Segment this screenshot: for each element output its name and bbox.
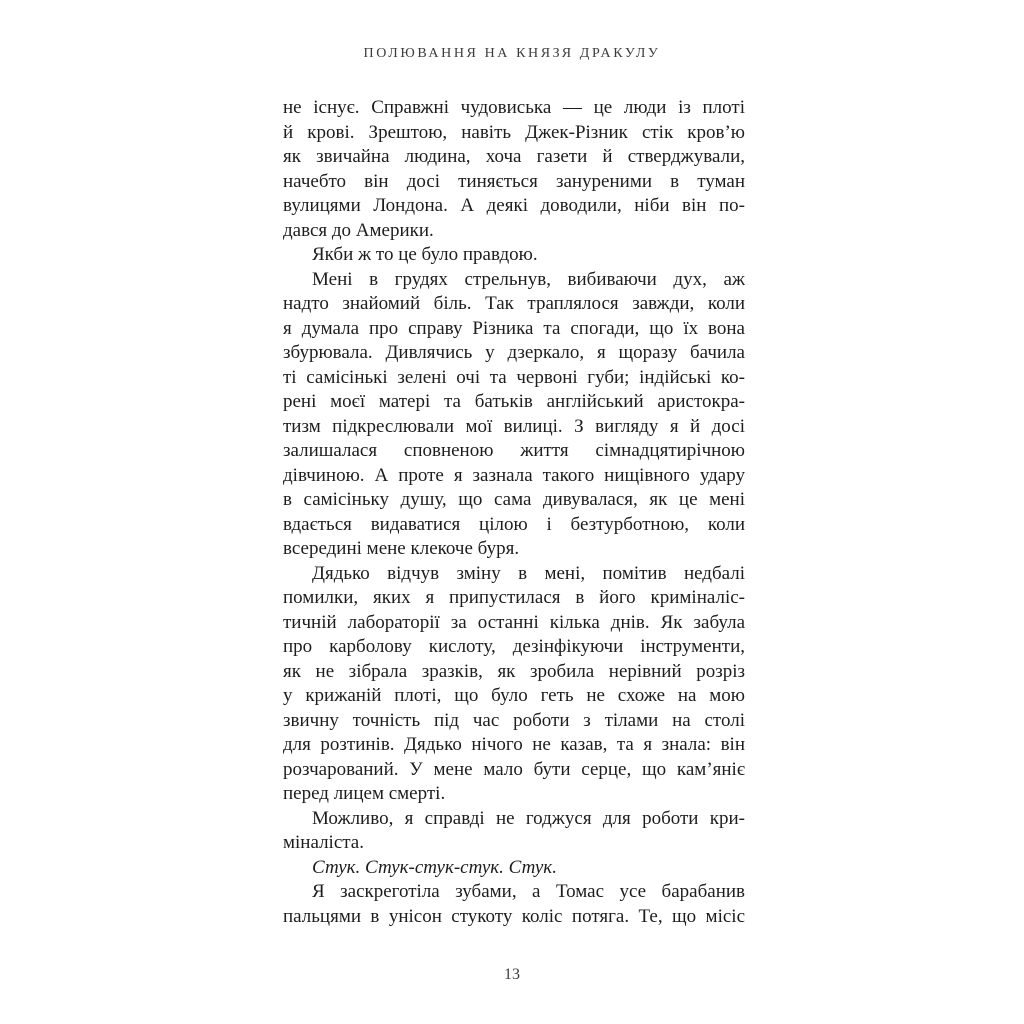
text-line: про карболову кислоту, дезінфікуючи інструменти, bbox=[283, 636, 745, 657]
paragraph bbox=[283, 856, 745, 881]
text-line: міналіста. bbox=[283, 832, 364, 853]
text-line: у крижаній плоті, що було геть не схоже на мою bbox=[283, 685, 745, 706]
text-line: вулицями Лондона. А деякі доводили, ніби він по- bbox=[283, 195, 745, 216]
text-line: дався до Америки. bbox=[283, 219, 434, 241]
text-line: не існує. Справжні чудовиська — це люди із плоті bbox=[283, 97, 745, 118]
text-line: Можливо, я справді не годжуся для роботи кри- bbox=[312, 807, 745, 829]
paragraph bbox=[283, 562, 745, 807]
page-number: 13 bbox=[504, 966, 520, 983]
text-line: для розтинів. Дядько нічого не казав, та я знала: він bbox=[283, 734, 745, 755]
paragraph bbox=[283, 268, 745, 562]
text-line: я думала про справу Різника та спогади, що їх вона bbox=[283, 317, 745, 339]
text-line: перед лицем смерті. bbox=[283, 783, 446, 804]
text-line: збурювала. Дивлячись у дзеркало, я щоразу бачила bbox=[283, 342, 745, 363]
text-line: як звичайна людина, хоча газети й стверджували, bbox=[283, 146, 745, 167]
text-line: пальцями в унісон стукоту коліс потяга. Те, що місіс bbox=[283, 905, 745, 927]
text-line: розчарований. У мене мало бути серце, що кам’яніє bbox=[283, 758, 745, 780]
text-line: всередині мене клекоче буря. bbox=[283, 538, 520, 559]
paragraph bbox=[283, 880, 745, 929]
paragraph bbox=[283, 807, 745, 856]
text-line: рені моєї матері та батьків англійський аристокра- bbox=[283, 391, 745, 412]
text-line: Якби ж то це було правдою. bbox=[312, 244, 538, 265]
text-line: тизм підкреслювали мої вилиці. З вигляду я й досі bbox=[283, 415, 745, 437]
text-line: звичну точність під час роботи з тілами на столі bbox=[283, 709, 745, 731]
text-line: й крові. Зрештою, навіть Джек-Різник стік кров’ю bbox=[283, 121, 745, 143]
paragraph bbox=[283, 96, 745, 243]
text-line: Мені в грудях стрельнув, вибиваючи дух, аж bbox=[312, 268, 745, 290]
text-line: надто знайомий біль. Так траплялося завжди, коли bbox=[283, 293, 745, 314]
text-line: тичній лабораторії за останні кілька днів. Як забула bbox=[283, 611, 745, 633]
running-header: ПОЛЮВАННЯ НА КНЯЗЯ ДРАКУЛУ bbox=[363, 46, 661, 61]
text-line: помилки, яких я припустилася в його криміналіс- bbox=[283, 587, 745, 608]
text-line: в самісіньку душу, що сама дивувалася, як це мені bbox=[283, 489, 745, 510]
text-line: ті самісінькі зелені очі та червоні губи; індійські ко- bbox=[283, 366, 745, 388]
paragraph bbox=[283, 243, 745, 268]
text-line: вдається видаватися цілою і безтурботною, коли bbox=[283, 513, 745, 535]
body-text bbox=[283, 96, 745, 929]
text-line: начебто він досі тиняється зануреними в туман bbox=[283, 170, 745, 192]
text-line: Стук. Стук-стук-стук. Стук. bbox=[312, 856, 557, 878]
text-line: Дядько відчув зміну в мені, помітив недбалі bbox=[312, 562, 745, 584]
text-line: дівчиною. А проте я зазнала такого нищівного удару bbox=[283, 464, 745, 486]
text-line: як не зібрала зразків, як зробила нерівний розріз bbox=[283, 660, 745, 682]
text-line: Я заскреготіла зубами, а Томас усе барабанив bbox=[312, 881, 745, 902]
text-line: залишалася сповненою життя сімнадцятирічною bbox=[283, 440, 745, 461]
